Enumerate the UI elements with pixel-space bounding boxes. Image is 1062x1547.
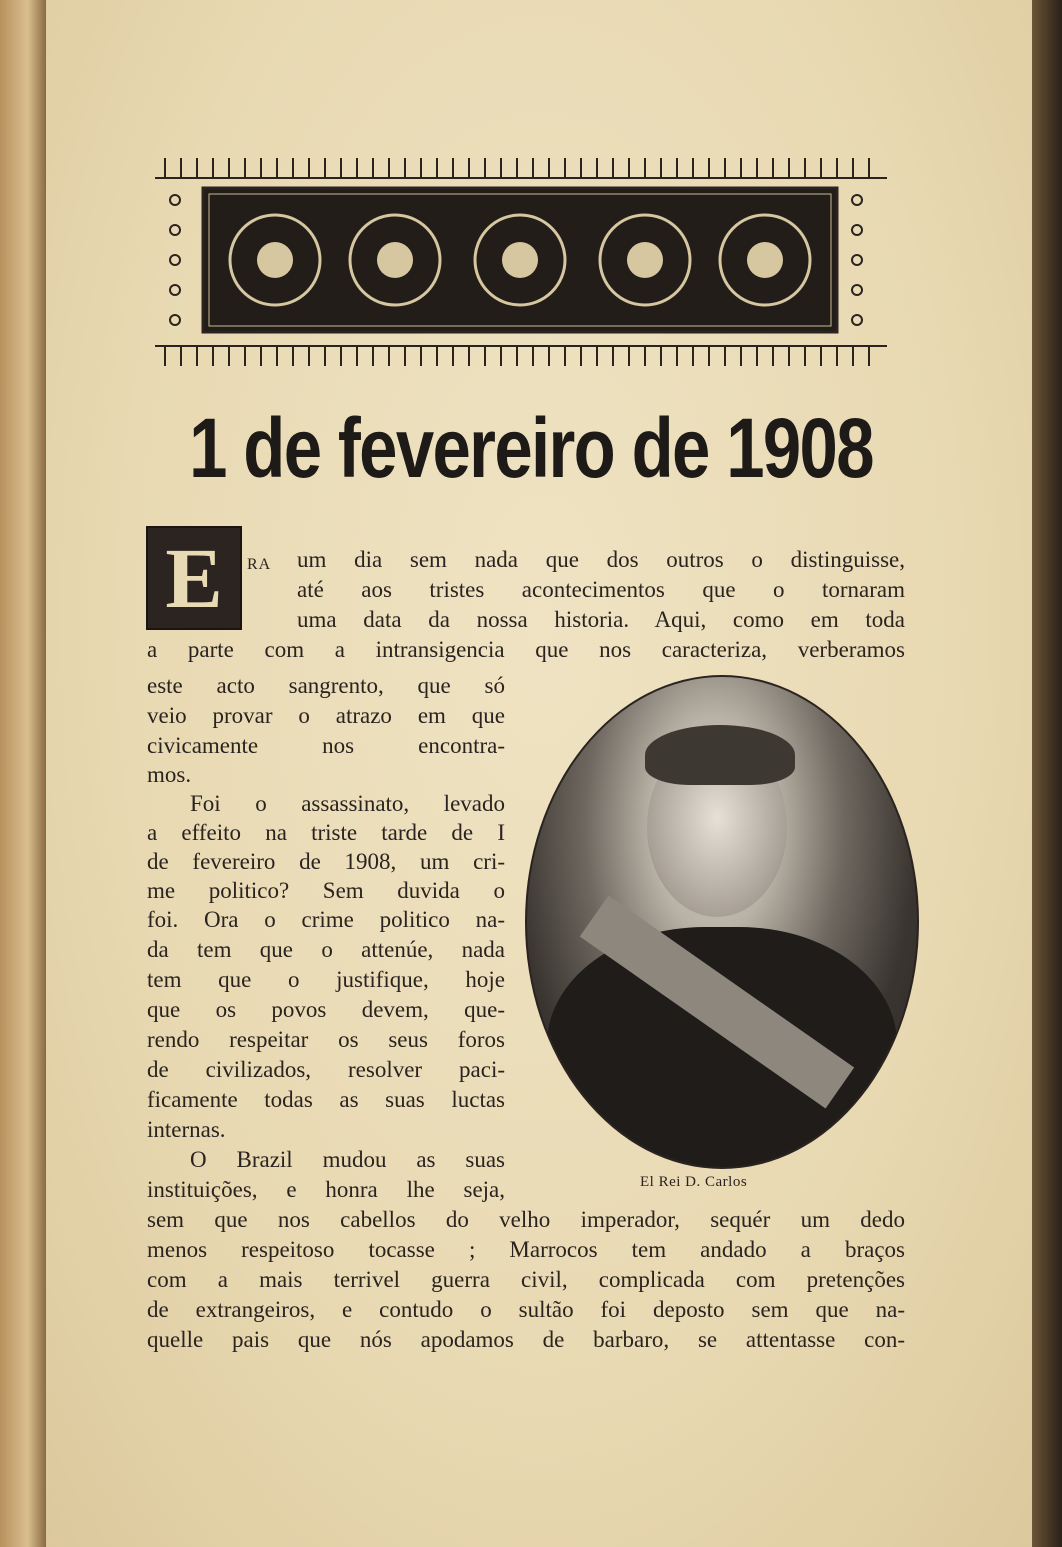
portrait-hair: [645, 725, 795, 785]
text-line: civicamente nos encontra-: [147, 733, 505, 758]
text-line: O Brazil mudou as suas: [190, 1147, 505, 1172]
text-line: veio provar o atrazo em que: [147, 703, 505, 728]
text-line: de civilizados, resolver paci-: [147, 1057, 505, 1082]
text-line: Foi o assassinato, levado: [190, 791, 505, 816]
text-line: um dia sem nada que dos outros o distinguisse,: [297, 547, 905, 572]
illuminated-dropcap: E: [146, 526, 242, 630]
text-line: até aos tristes acontecimentos que o tornaram: [297, 577, 905, 602]
text-line: a effeito na triste tarde de I: [147, 820, 505, 845]
text-line: este acto sangrento, que só: [147, 673, 505, 698]
text-line: mos.: [147, 762, 192, 787]
text-line: uma data da nossa historia. Aqui, como em toda: [297, 607, 905, 632]
portrait-photo: [525, 675, 919, 1169]
portrait-uniform: [547, 927, 897, 1169]
text-line: sem que nos cabellos do velho imperador, sequér um dedo: [147, 1207, 905, 1232]
ornamental-header-banner: [145, 150, 897, 372]
portrait-caption: El Rei D. Carlos: [640, 1174, 748, 1190]
page-title: 1 de fevereiro de 1908: [189, 401, 873, 495]
page-edge: [1032, 0, 1062, 1547]
text-line: a parte com a intransigencia que nos caracteriza, verberamos: [147, 637, 905, 662]
text-line: me politico? Sem duvida o: [147, 878, 505, 903]
text-line: tem que o justifique, hoje: [147, 967, 505, 992]
text-line: de extrangeiros, e contudo o sultão foi deposto sem que na-: [147, 1297, 905, 1322]
text-line: que os povos devem, que-: [147, 997, 505, 1022]
text-line: instituições, e honra lhe seja,: [147, 1177, 505, 1202]
text-line: da tem que o attenúe, nada: [147, 937, 505, 962]
text-line: ficamente todas as suas luctas: [147, 1087, 505, 1112]
text-line: internas.: [147, 1117, 226, 1142]
text-line: de fevereiro de 1908, um cri-: [147, 849, 505, 874]
text-line: quelle pais que nós apodamos de barbaro, se attentasse con-: [147, 1327, 905, 1352]
text-line: menos respeitoso tocasse ; Marrocos tem andado a braços: [147, 1237, 905, 1262]
text-line: rendo respeitar os seus foros: [147, 1027, 505, 1052]
dropcap-continuation: RA: [247, 556, 272, 573]
text-line: com a mais terrivel guerra civil, complicada com pretenções: [147, 1267, 905, 1292]
book-spine: [0, 0, 46, 1547]
text-line: foi. Ora o crime politico na-: [147, 907, 505, 932]
